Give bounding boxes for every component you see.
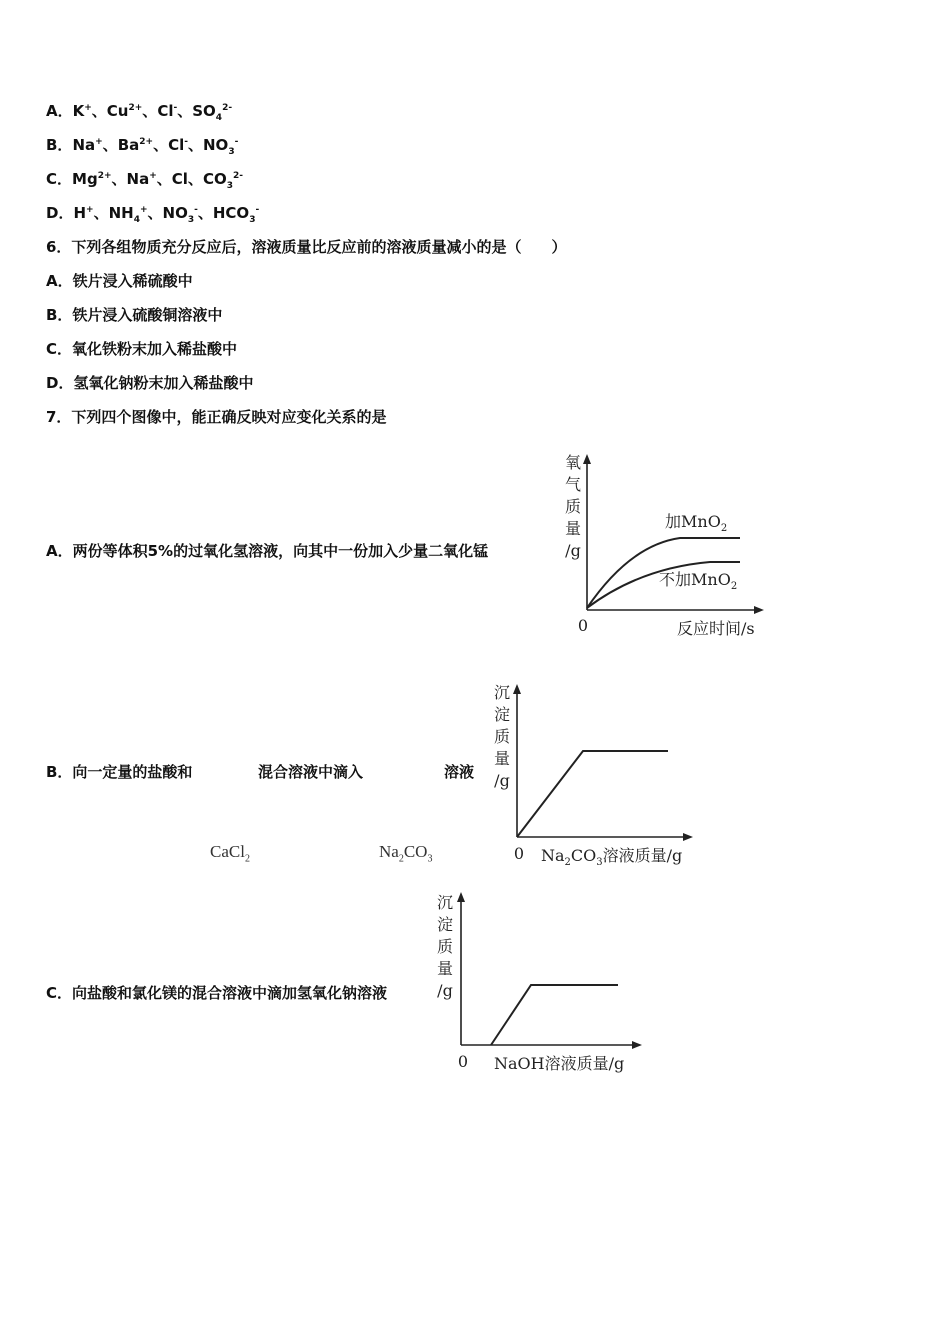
q7-option-a-text: A．两份等体积5%的过氧化氢溶液，向其中一份加入少量二氧化锰 xyxy=(46,542,489,560)
ion: Cl xyxy=(171,170,188,188)
q6-option-b: B．铁片浸入硫酸铜溶液中 xyxy=(46,306,223,324)
q7-option-b-part2: 混合溶液中滴入 xyxy=(258,763,364,781)
graph-a-y-char: 氧 xyxy=(564,453,582,472)
graph-c-x-arrow xyxy=(632,1041,642,1049)
ion: $NO_3^-$ xyxy=(162,204,198,225)
q7-stem: 7．下列四个图像中，能正确反映对应变化关系的是 xyxy=(46,408,387,426)
ion: $Ba^{2+}$ xyxy=(117,136,154,154)
graph-b-x-label: $Na_2CO_3$溶液质量/g xyxy=(541,846,683,868)
option-label: B． xyxy=(46,136,73,154)
ion: $NH_4^+$ xyxy=(108,204,148,225)
graph-b-y-char: 量 xyxy=(493,749,511,768)
graph-b-y-arrow xyxy=(513,684,521,694)
graph-a-y-label xyxy=(565,453,581,560)
graph-c-y-char: 质 xyxy=(436,937,454,956)
ion: $SO_4^{2-}$ xyxy=(192,102,233,123)
formula-na2co3: $Na_2CO_3$ xyxy=(379,842,433,865)
graph-a-y-char: /g xyxy=(565,541,581,560)
ion: Na+ xyxy=(72,136,103,154)
graph-b-y-char: 质 xyxy=(493,727,511,746)
graph-c-x-label: NaOH溶液质量/g xyxy=(494,1054,625,1073)
q7-option-b-part1: B．向一定量的盐酸和 xyxy=(46,763,193,781)
graph-a-origin: 0 xyxy=(577,616,589,635)
graph-b-y-label xyxy=(494,683,510,790)
graph-c-y-char: /g xyxy=(437,981,453,1000)
graph-a-upper-label: 加MnO$_2$ xyxy=(665,512,728,534)
graph-b-origin: 0 xyxy=(513,844,525,863)
q5-option-c: C．$Mg^{2+}$、Na+、Cl、$CO_3^{2-}$ xyxy=(46,170,243,191)
ion: Na+ xyxy=(126,170,157,188)
option-label: C． xyxy=(46,170,73,188)
option-label: A． xyxy=(46,102,73,120)
q5-option-b: B．Na+、$Ba^{2+}$、Cl-、$NO_3^-$ xyxy=(46,136,239,157)
ion: Cl- xyxy=(157,102,178,120)
ion: $CO_3^{2-}$ xyxy=(202,170,243,191)
graph-c-y-char: 淀 xyxy=(436,915,454,934)
graph-c-y-char: 量 xyxy=(436,959,454,978)
graph-a-y-char: 气 xyxy=(564,475,582,494)
graph-a-y-char: 质 xyxy=(564,497,582,516)
q6-stem: 6．下列各组物质充分反应后，溶液质量比反应前的溶液质量减小的是（ ） xyxy=(46,238,567,256)
q7-option-c-text: C．向盐酸和氯化镁的混合溶液中滴加氢氧化钠溶液 xyxy=(46,984,388,1002)
q6-option-d: D．氢氧化钠粉末加入稀盐酸中 xyxy=(46,374,254,392)
graph-a-lower-label: 不加MnO$_2$ xyxy=(659,570,738,592)
graph-c-y-arrow xyxy=(457,892,465,902)
q7-graph-a xyxy=(555,450,795,650)
graph-a-y-arrow xyxy=(583,454,591,464)
graph-b-y-char: 沉 xyxy=(493,683,511,702)
graph-b-y-char: 淀 xyxy=(493,705,511,724)
option-label: D． xyxy=(46,204,74,222)
graph-c-y-char: 沉 xyxy=(436,893,454,912)
ion: $NO_3^-$ xyxy=(203,136,239,157)
graph-b-x-arrow xyxy=(683,833,693,841)
graph-b-curve xyxy=(517,751,668,837)
q7-graph-b xyxy=(485,680,725,870)
ion: $Cu^{2+}$ xyxy=(106,102,143,120)
ion: $HCO_3^-$ xyxy=(212,204,260,225)
formula-cacl2: CaCl$_2$ xyxy=(210,842,250,865)
graph-b-y-char: /g xyxy=(494,771,510,790)
q7-graph-c xyxy=(430,888,670,1078)
q6-option-a: A．铁片浸入稀硫酸中 xyxy=(46,272,193,290)
q6-option-c: C．氧化铁粉末加入稀盐酸中 xyxy=(46,340,238,358)
ion: $Mg^{2+}$ xyxy=(72,170,112,188)
ion: Cl- xyxy=(168,136,188,154)
graph-c-curve xyxy=(491,985,618,1045)
graph-a-x-arrow xyxy=(754,606,764,614)
ion: K+ xyxy=(72,102,92,120)
q5-option-a: A．K+、$Cu^{2+}$、Cl-、$SO_4^{2-}$ xyxy=(46,102,233,123)
graph-a-y-char: 量 xyxy=(564,519,582,538)
ion: H+ xyxy=(73,204,94,222)
q5-option-d: D．H+、$NH_4^+$、$NO_3^-$、$HCO_3^-$ xyxy=(46,204,260,225)
q7-option-b-part3: 溶液 xyxy=(444,763,475,781)
graph-c-origin: 0 xyxy=(457,1052,469,1071)
graph-c-y-label xyxy=(437,893,453,1000)
graph-a-x-label: 反应时间/s xyxy=(677,619,755,638)
